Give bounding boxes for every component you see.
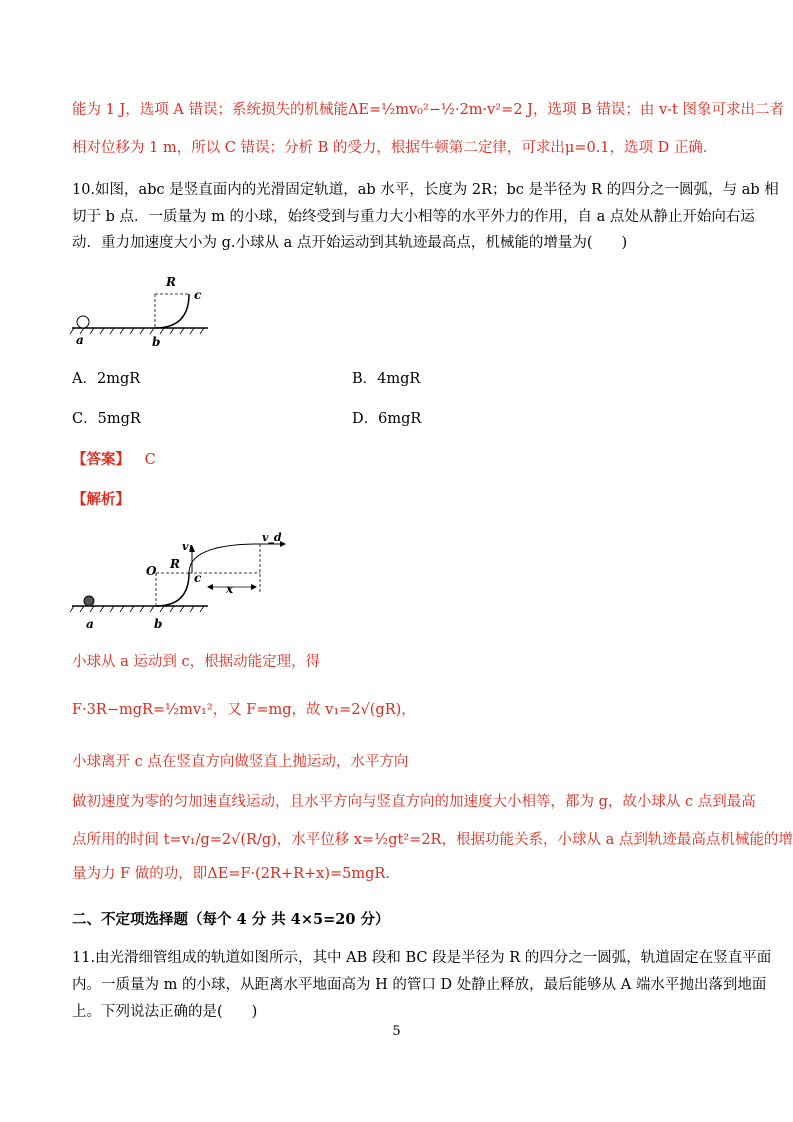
q11-stem-line-3: 上。下列说法正确的是( )	[72, 1004, 258, 1020]
answer-label: 【答案】	[72, 451, 130, 468]
fig1-label-b: b	[152, 335, 161, 349]
q10-answer-row	[72, 450, 156, 470]
fig2-label-a: a	[86, 617, 94, 631]
fig2-label-R: R	[170, 557, 180, 571]
fig2-label-x: x	[226, 582, 234, 596]
page-number: 5	[392, 1024, 401, 1039]
q10-option-d: D．6mgR	[352, 411, 422, 427]
fig2-label-v1: v₁	[182, 540, 194, 553]
solution-line-3: 小球离开 c 点在竖直方向做竖直上抛运动，水平方向	[72, 754, 409, 770]
fig2-label-b: b	[154, 617, 163, 631]
q10-stem-line-2: 切于 b 点．一质量为 m 的小球，始终受到与重力大小相等的水平外力的作用，自 a 点处从静止开始向右运	[72, 209, 755, 225]
answer-value: C	[144, 452, 156, 468]
fig1-label-c: c	[194, 288, 202, 302]
fig1-label-a: a	[76, 333, 84, 347]
q10-option-b: B．4mgR	[352, 371, 421, 387]
solution-line-2: F·3R−mgR=½mv₁²，又 F=mg，故 v₁=2√(gR)，	[72, 702, 416, 718]
q11-stem-line-2: 内。一质量为 m 的小球，从距离水平地面高为 H 的管口 D 处静止释放，最后能够从 A 端水平抛出落到地面	[72, 977, 767, 993]
fig2-label-c: c	[194, 571, 202, 585]
section-2-title: 二、不定项选择题（每个 4 分 共 4×5=20 分）	[72, 911, 390, 928]
solution-line-5: 点所用的时间 t=v₁/g=2√(R/g)，水平位移 x=½gt²=2R，根据功能关系，小球从 a 点到轨迹最高点机械能的增	[72, 832, 793, 848]
q10-stem-line-3: 动．重力加速度大小为 g.小球从 a 点开始运动到其轨迹最高点，机械能的增量为( )	[72, 235, 628, 251]
solution-line-4: 做初速度为零的匀加速直线运动，且水平方向与竖直方向的加速度大小相等，都为 g，故小球从 c 点到最高	[72, 794, 756, 810]
prev-solution-line-1: 能为 1 J，选项 A 错误；系统损失的机械能ΔE=½mv₀²−½·2m·v²=2 J，选项 B 错误；由 v-t 图象可求出二者	[72, 102, 784, 118]
q10-stem-line-1: 10.如图，abc 是竖直面内的光滑固定轨道，ab 水平，长度为 2R；bc 是半径为 R 的四分之一圆弧，与 ab 相	[72, 182, 779, 198]
fig1-label-R: R	[166, 275, 176, 289]
q11-stem-line-1: 11.由光滑细管组成的轨道如图所示，其中 AB 段和 BC 段是半径为 R 的四分之一圆弧，轨道固定在竖直平面	[72, 950, 772, 966]
q10-option-c: C．5mgR	[72, 411, 141, 427]
prev-solution-line-2: 相对位移为 1 m，所以 C 错误；分析 B 的受力，根据牛顿第二定律，可求出μ=0.1，选项 D 正确．	[72, 140, 718, 156]
q10-solution-figure	[68, 530, 288, 635]
q10-option-a: A．2mgR	[72, 371, 141, 387]
fig2-label-O: O	[146, 564, 157, 578]
q10-track-figure	[68, 270, 213, 350]
solution-line-1: 小球从 a 运动到 c，根据动能定理，得	[72, 654, 321, 670]
analysis-label: 【解析】	[72, 491, 130, 508]
solution-line-6: 量为力 F 做的功，即ΔE=F·(2R+R+x)=5mgR.	[72, 866, 390, 882]
fig2-label-vd: v_d	[262, 531, 282, 544]
